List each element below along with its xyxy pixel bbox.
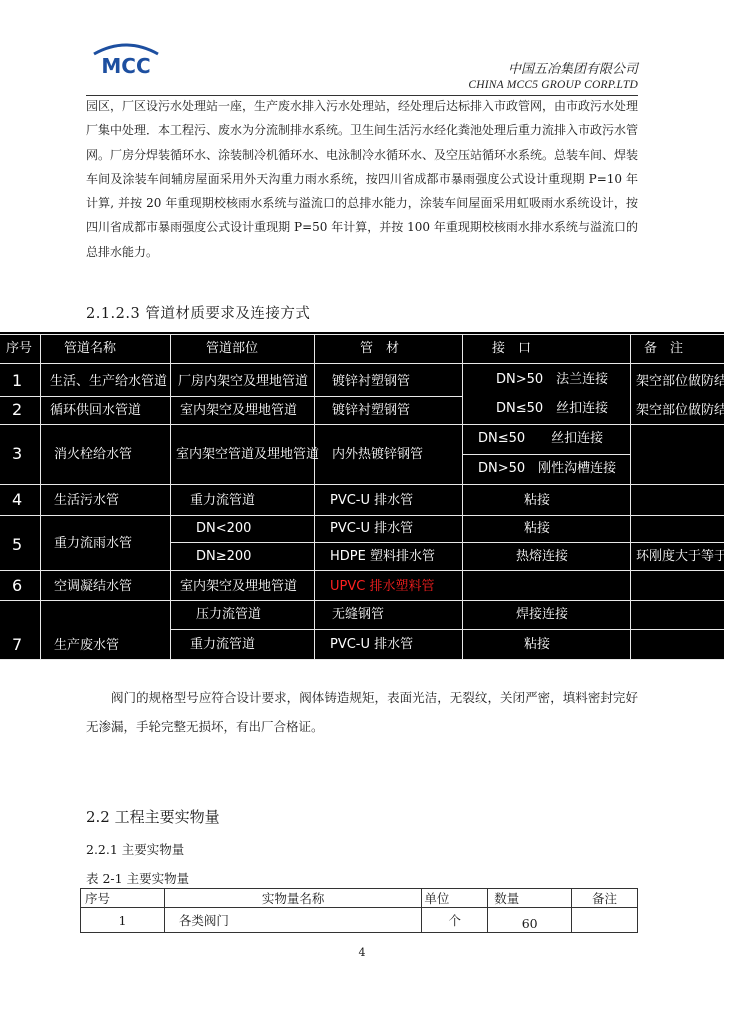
- cell-no: 1: [81, 908, 165, 933]
- header-material: 管 材: [360, 341, 400, 356]
- body-paragraph-valves: 阀门的规格型号应符合设计要求，阀体铸造规矩，表面光洁，无裂纹，关闭严密，填料密封完好无渗漏，手轮完整无损坏，有出厂合格证。: [86, 690, 638, 734]
- table-rule: [0, 484, 724, 485]
- row5-joint-a: 粘接: [524, 521, 551, 536]
- page-number: 4: [358, 946, 366, 959]
- table-header-row: [81, 889, 638, 908]
- quantity-table: [80, 888, 638, 933]
- table-rule: [0, 600, 724, 601]
- row2-joint: DN≤50 丝扣连接: [496, 401, 609, 416]
- row6-no: 6: [12, 576, 23, 595]
- header-location: 管道部位: [206, 341, 259, 356]
- row7-joint-a: 焊接连接: [516, 607, 569, 622]
- row2-location: 室内架空及埋地管道: [180, 403, 298, 418]
- company-logo: [90, 40, 162, 80]
- row1-location: 厂房内架空及埋地管道: [178, 374, 309, 389]
- row2-no: 2: [12, 400, 23, 419]
- row3-joint-a: DN≤50 丝扣连接: [478, 431, 604, 446]
- row3-material: 内外热镀锌钢管: [332, 447, 424, 462]
- row5-material-b: HDPE 塑料排水管: [330, 549, 435, 564]
- row2-note: 架空部位做防结露: [636, 403, 740, 418]
- col-header-name: 实物量名称: [164, 889, 422, 908]
- cell-qty: 60: [488, 908, 572, 933]
- table-rule: [462, 334, 463, 659]
- table-row: [81, 908, 638, 933]
- row3-name: 消火栓给水管: [54, 447, 133, 462]
- row5-no: 5: [12, 535, 23, 554]
- row3-no: 3: [12, 444, 23, 463]
- row7-location-b: 重力流管道: [190, 637, 256, 652]
- body-paragraph-drainage: 园区，厂区设污水处理站一座，生产废水排入污水处理站，经处理后达标排入市政管网，由市政污水处理厂集中处理．本工程污、废水为分流制排水系统。卫生间生活污水经化粪池处理后重力流排入市政污水管网。厂房分焊装循环水、涂装制冷机循环水、电泳制冷水循环水、及空压站循环水系统。总装车间、焊装车间及涂装车间辅房屋面采用外天沟重力雨水系统，按四川省成都市暴雨强度公式设计重现期 P=10 年计算, 并按 20 年重现期校核雨水系统与溢流口的总排水能力，涂装车间屋面采用虹吸雨水系统设计，按四川省成都市暴雨强度公式设计重现期 P=50 年计算，并按 100 年重现期校核雨水排水系统与溢流口的总排水能力。: [86, 99, 639, 259]
- header-joint: 接 口: [492, 341, 532, 356]
- row4-joint: 粘接: [524, 493, 551, 508]
- row3-location: 室内架空管道及埋地管道: [176, 447, 320, 462]
- row1-note: 架空部位做防结露: [636, 374, 740, 389]
- table-rule: [314, 334, 315, 659]
- row1-no: 1: [12, 371, 23, 390]
- pipe-material-table: [0, 332, 740, 660]
- row1-material: 镀锌衬塑钢管: [332, 374, 411, 389]
- col-header-unit: 单位: [422, 889, 488, 908]
- row4-material: PVC-U 排水管: [330, 493, 414, 508]
- row4-no: 4: [12, 490, 23, 509]
- row5-material-a: PVC-U 排水管: [330, 521, 414, 536]
- table-rule: [0, 396, 462, 397]
- row4-name: 生活污水管: [54, 493, 120, 508]
- row5-name: 重力流雨水管: [54, 536, 133, 551]
- table-rule: [170, 629, 724, 630]
- row6-location: 室内架空及埋地管道: [180, 579, 298, 594]
- company-name-cn: 中国五冶集团有限公司: [507, 62, 638, 77]
- cell-note: [572, 908, 638, 933]
- row5-location-b: DN≥200: [196, 549, 252, 564]
- row7-no: 7: [12, 635, 23, 654]
- header-pipe-name: 管道名称: [64, 341, 117, 356]
- cell-name: 各类阀门: [164, 908, 422, 933]
- table-rule: [0, 515, 724, 516]
- row6-name: 空调凝结水管: [54, 579, 133, 594]
- row2-material: 镀锌衬塑钢管: [332, 403, 411, 418]
- col-header-no: 序号: [81, 889, 165, 908]
- col-header-note: 备注: [572, 889, 638, 908]
- section-heading-2-1-2-3: 2.1.2.3 管道材质要求及连接方式: [86, 306, 311, 322]
- row6-material: UPVC 排水塑料管: [330, 579, 435, 594]
- table-rule: [0, 334, 724, 335]
- table-caption: 表 2-1 主要实物量: [86, 871, 190, 886]
- row7-material-b: PVC-U 排水管: [330, 637, 414, 652]
- col-header-qty: 数量: [488, 889, 572, 908]
- table-rule: [630, 334, 631, 659]
- company-name-en: CHINA MCC5 GROUP CORP.LTD: [468, 79, 638, 91]
- table-rule: [462, 454, 630, 455]
- header-no: 序号: [6, 341, 33, 356]
- section-heading-2-2-1: 2.2.1 主要实物量: [86, 842, 185, 857]
- table-rule: [0, 363, 724, 364]
- row5-location-a: DN<200: [196, 521, 252, 536]
- table-rule: [0, 424, 724, 425]
- table-rule: [0, 659, 724, 660]
- table-rule: [170, 542, 724, 543]
- row1-name: 生活、生产给水管道: [50, 374, 168, 389]
- row4-location: 重力流管道: [190, 493, 256, 508]
- table-rule: [0, 570, 724, 571]
- row5-note-b: 环刚度大于等于S: [636, 549, 736, 564]
- row5-joint-b: 热熔连接: [516, 549, 569, 564]
- row3-joint-b: DN>50 刚性沟槽连接: [478, 461, 617, 476]
- row2-name: 循环供回水管道: [50, 403, 142, 418]
- table-rule: [170, 334, 171, 659]
- row7-material-a: 无缝钢管: [332, 607, 385, 622]
- section-heading-2-2: 2.2 工程主要实物量: [86, 808, 220, 826]
- table-rule: [40, 334, 41, 659]
- header-note: 备 注: [644, 341, 684, 356]
- row7-location-a: 压力流管道: [196, 607, 262, 622]
- row1-joint: DN>50 法兰连接: [496, 372, 609, 387]
- row7-joint-b: 粘接: [524, 637, 551, 652]
- row7-name: 生产废水管: [54, 638, 120, 653]
- logo-text: MCC: [101, 54, 151, 78]
- cell-unit: 个: [422, 908, 488, 933]
